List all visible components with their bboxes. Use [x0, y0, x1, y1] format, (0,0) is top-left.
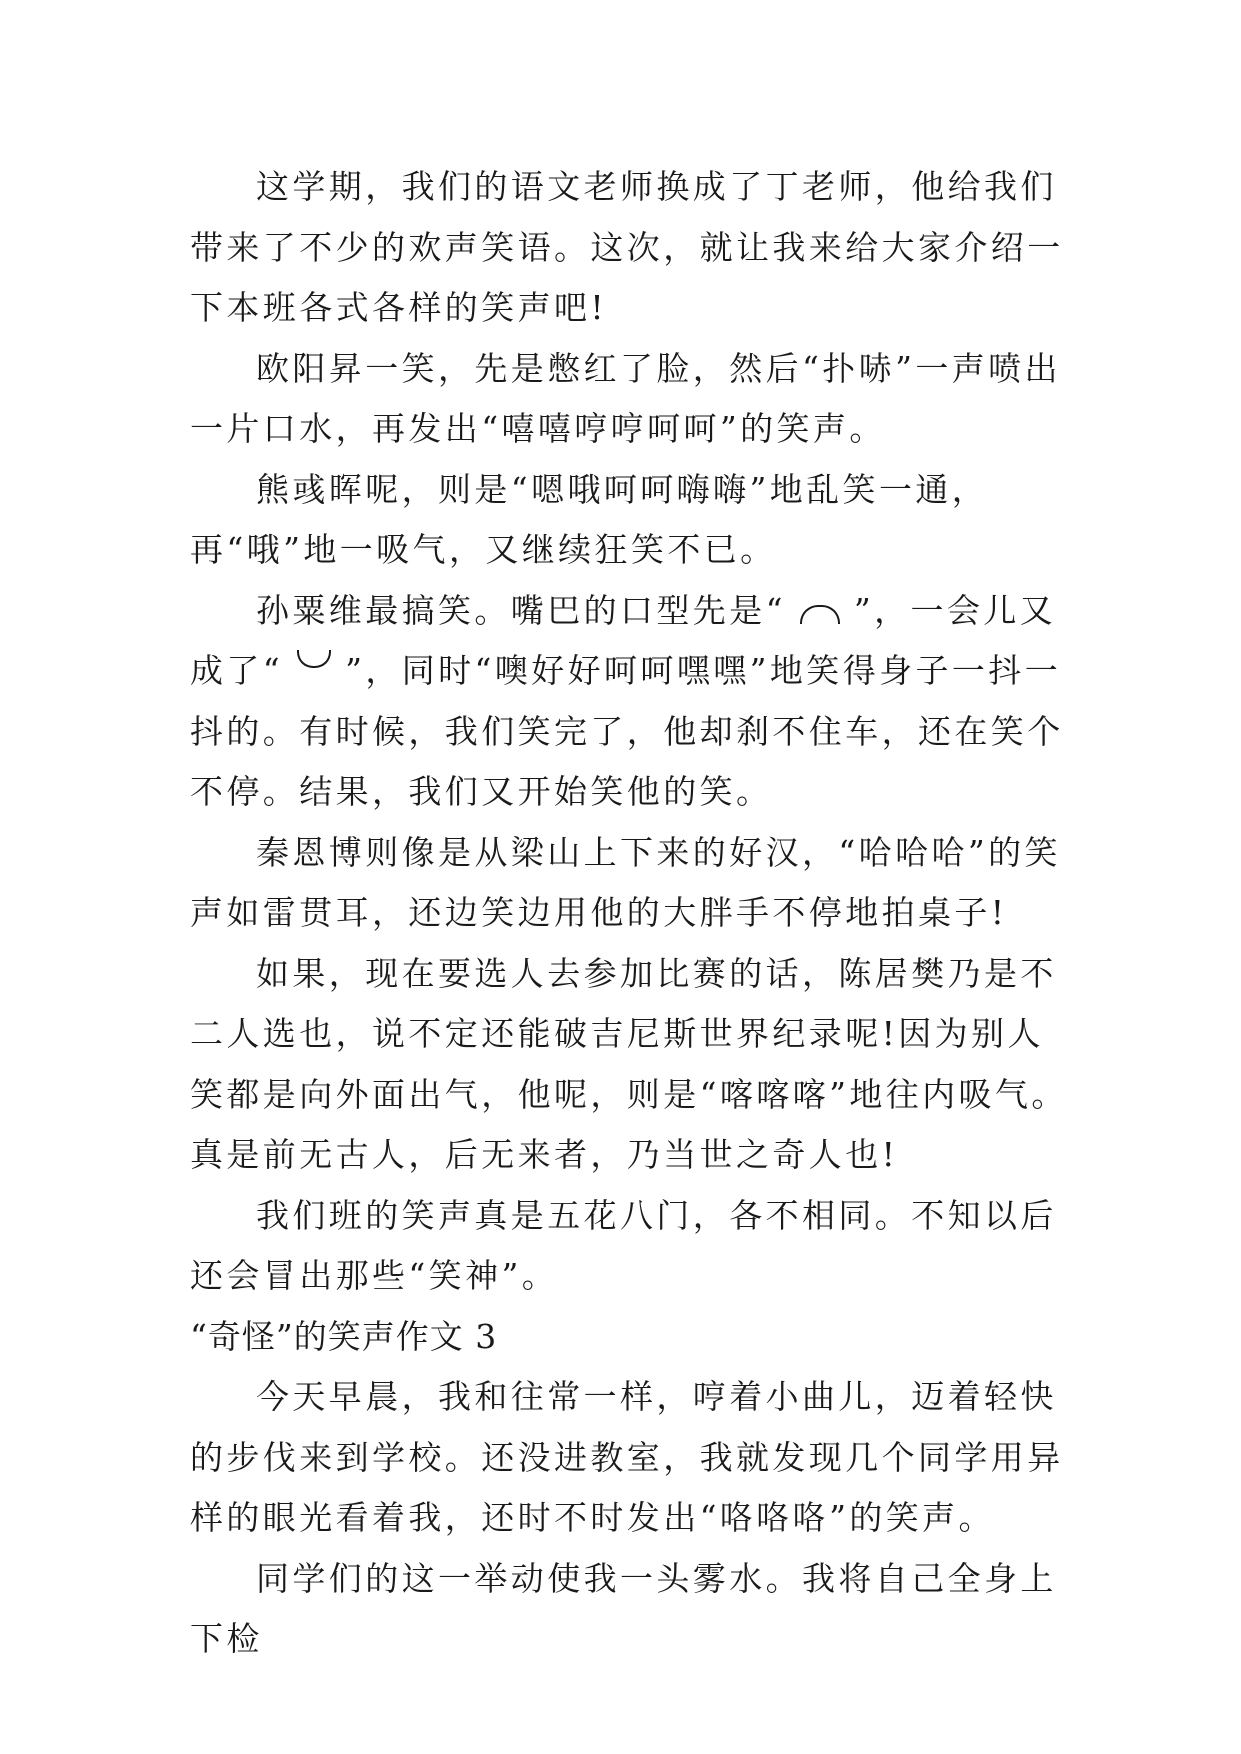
paragraph-sun-part1: 孙粟维最搞笑。嘴巴的口型先是“	[256, 590, 786, 630]
paragraph-ouyang: 欧阳昇一笑，先是憋红了脸，然后“扑哧”一声喷出一片口水，再发出“嘻嘻哼哼呵呵”的笑声。	[190, 348, 1061, 448]
paragraph-qin: 秦恩博则像是从梁山上下来的好汉，“哈哈哈”的笑声如雷贯耳，还边笑边用他的大胖手不停地拍桌子!	[190, 832, 1061, 932]
mouth-arc-up-icon	[800, 605, 840, 624]
paragraph-confused: 同学们的这一举动使我一头雾水。我将自己全身上下检	[190, 1558, 1057, 1658]
paragraph-sun-part2: ”，一会儿又成了“	[190, 590, 1057, 690]
paragraph-morning: 今天早晨，我和往常一样，哼着小曲儿，迈着轻快的步伐来到学校。还没进教室，我就发现几个同学用异样的眼光看着我，还时不时发出“咯咯咯”的笑声。	[190, 1377, 1064, 1537]
paragraph-sun-part3: ”，同时“噢好好呵呵嘿嘿”地笑得身子一抖一抖的。有时候，我们笑完了，他却刹不住车，还在笑个不停。结果，我们又开始笑他的笑。	[190, 651, 1064, 811]
mouth-arc-down-icon	[297, 650, 331, 668]
document-body	[190, 157, 1070, 1670]
paragraph-sun	[190, 581, 1070, 823]
paragraph-summary: 我们班的笑声真是五花八门，各不相同。不知以后还会冒出那些“笑神”。	[190, 1195, 1057, 1295]
essay-heading: “奇怪”的笑声作文 3	[190, 1316, 498, 1356]
paragraph-xiong: 熊彧晖呢，则是“嗯哦呵呵嗨嗨”地乱笑一通，再“哦”地一吸气，又继续狂笑不已。	[190, 469, 989, 569]
paragraph-chen: 如果，现在要选人去参加比赛的话，陈居樊乃是不二人选也，说不定还能破吉尼斯世界纪录呢!因为别人笑都是向外面出气，他呢，则是“喀喀喀”地往内吸气。真是前无古人，后无来者，乃当世之奇人也!	[190, 953, 1068, 1174]
paragraph-intro: 这学期，我们的语文老师换成了丁老师，他给我们带来了不少的欢声笑语。这次，就让我来给大家介绍一下本班各式各样的笑声吧!	[190, 167, 1064, 327]
